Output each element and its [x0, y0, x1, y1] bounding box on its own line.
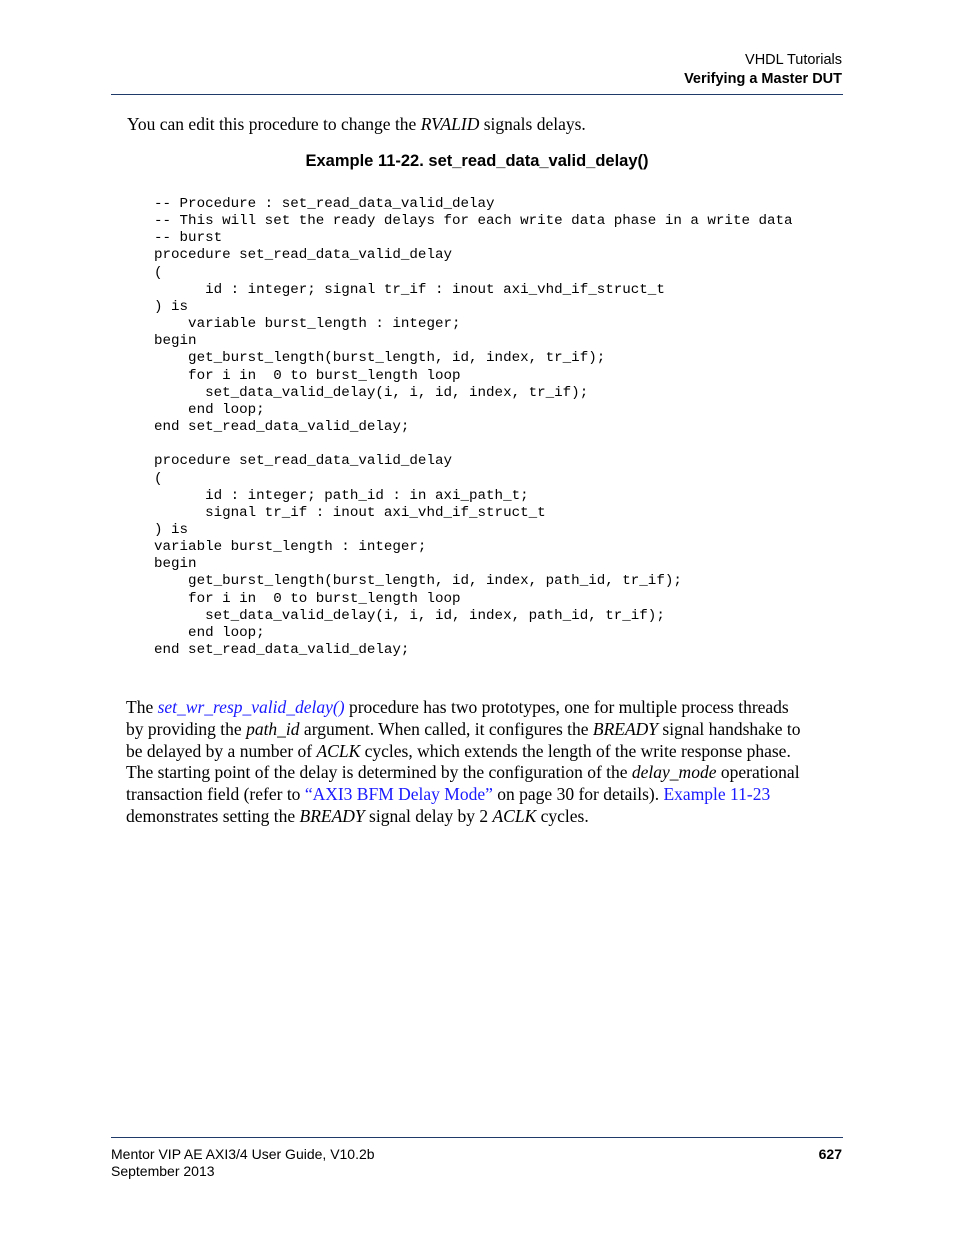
emphasis: BREADY	[299, 805, 365, 826]
example-title: Example 11-22. set_read_data_valid_delay()	[305, 152, 649, 170]
text-span: cycles.	[536, 805, 589, 826]
footer-title: Mentor VIP AE AXI3/4 User Guide, V10.2b	[111, 1146, 375, 1162]
intro-text-end: signals delays.	[479, 114, 586, 134]
body-line-6	[126, 806, 846, 828]
axi3-bfm-delay-mode-link[interactable]: “AXI3 BFM Delay Mode”	[304, 784, 493, 805]
body-line-3	[126, 741, 846, 763]
intro-signal: RVALID	[420, 114, 480, 134]
header-section: VHDL Tutorials	[745, 52, 842, 68]
text-span: The	[126, 697, 158, 717]
emphasis: ACLK	[492, 805, 537, 826]
code-listing: -- Procedure : set_read_data_valid_delay -- This will set the ready delays for each write data phase in a write data -- burst procedure set_read_data_valid_delay ( id : integer; signal tr_if : inout axi_vhd_if_struct_t ) is variable burst_length : integer; begin get_burst_length(burst_length, id, index, tr_if); for i in 0 to burst_length loop set_data_valid_delay(i, i, id, index, tr_if); end loop; end set_read_data_valid_delay; procedure set_read_data_valid_delay ( id : integer; path_id : in axi_path_t; signal tr_if : inout axi_vhd_if_struct_t ) is variable burst_length : integer; begin get_burst_length(burst_length, id, index, path_id, tr_if); for i in 0 to burst_length loop set_data_valid_delay(i, i, id, index, path_id, tr_if); end loop; end set_read_data_valid_delay;	[154, 196, 793, 659]
emphasis: path_id	[246, 718, 300, 739]
text-span: by providing the	[126, 718, 247, 739]
set-wr-resp-valid-delay-link[interactable]	[158, 697, 345, 717]
header-subsection: Verifying a Master DUT	[684, 71, 842, 87]
text-span: operational	[716, 762, 800, 783]
body-line-1	[126, 697, 846, 719]
text-span: The starting point of the delay is determined by the configuration of the	[126, 762, 632, 783]
footer-date: September 2013	[111, 1163, 215, 1179]
text-span: signal handshake to	[658, 718, 801, 739]
text-span: on page 30 for details).	[492, 784, 664, 805]
body-line-4	[126, 762, 846, 784]
text-span: demonstrates setting the	[126, 805, 300, 826]
text-span: argument. When called, it configures the	[299, 718, 593, 739]
body-paragraph	[126, 697, 846, 828]
text-span: signal delay by 2	[364, 805, 493, 826]
text-span: procedure has two prototypes, one for multiple process threads	[344, 697, 789, 717]
intro-paragraph	[127, 113, 586, 135]
intro-text: You can edit this procedure to change the	[127, 114, 421, 134]
footer-rule	[111, 1137, 843, 1138]
text-span: cycles, which extends the length of the write response phase.	[360, 740, 791, 761]
emphasis: ACLK	[316, 740, 361, 761]
emphasis: delay_mode	[631, 762, 717, 783]
text-span: be delayed by a number of	[126, 740, 317, 761]
body-line-2	[126, 719, 846, 741]
text-span: transaction field (refer to	[126, 784, 305, 805]
body-line-5	[126, 784, 846, 806]
page-number: 627	[818, 1146, 842, 1162]
link-text: set_wr_resp_valid_delay()	[157, 697, 345, 717]
emphasis: BREADY	[592, 718, 659, 739]
example-11-23-link[interactable]: Example 11-23	[663, 784, 771, 805]
header-rule	[111, 94, 843, 95]
